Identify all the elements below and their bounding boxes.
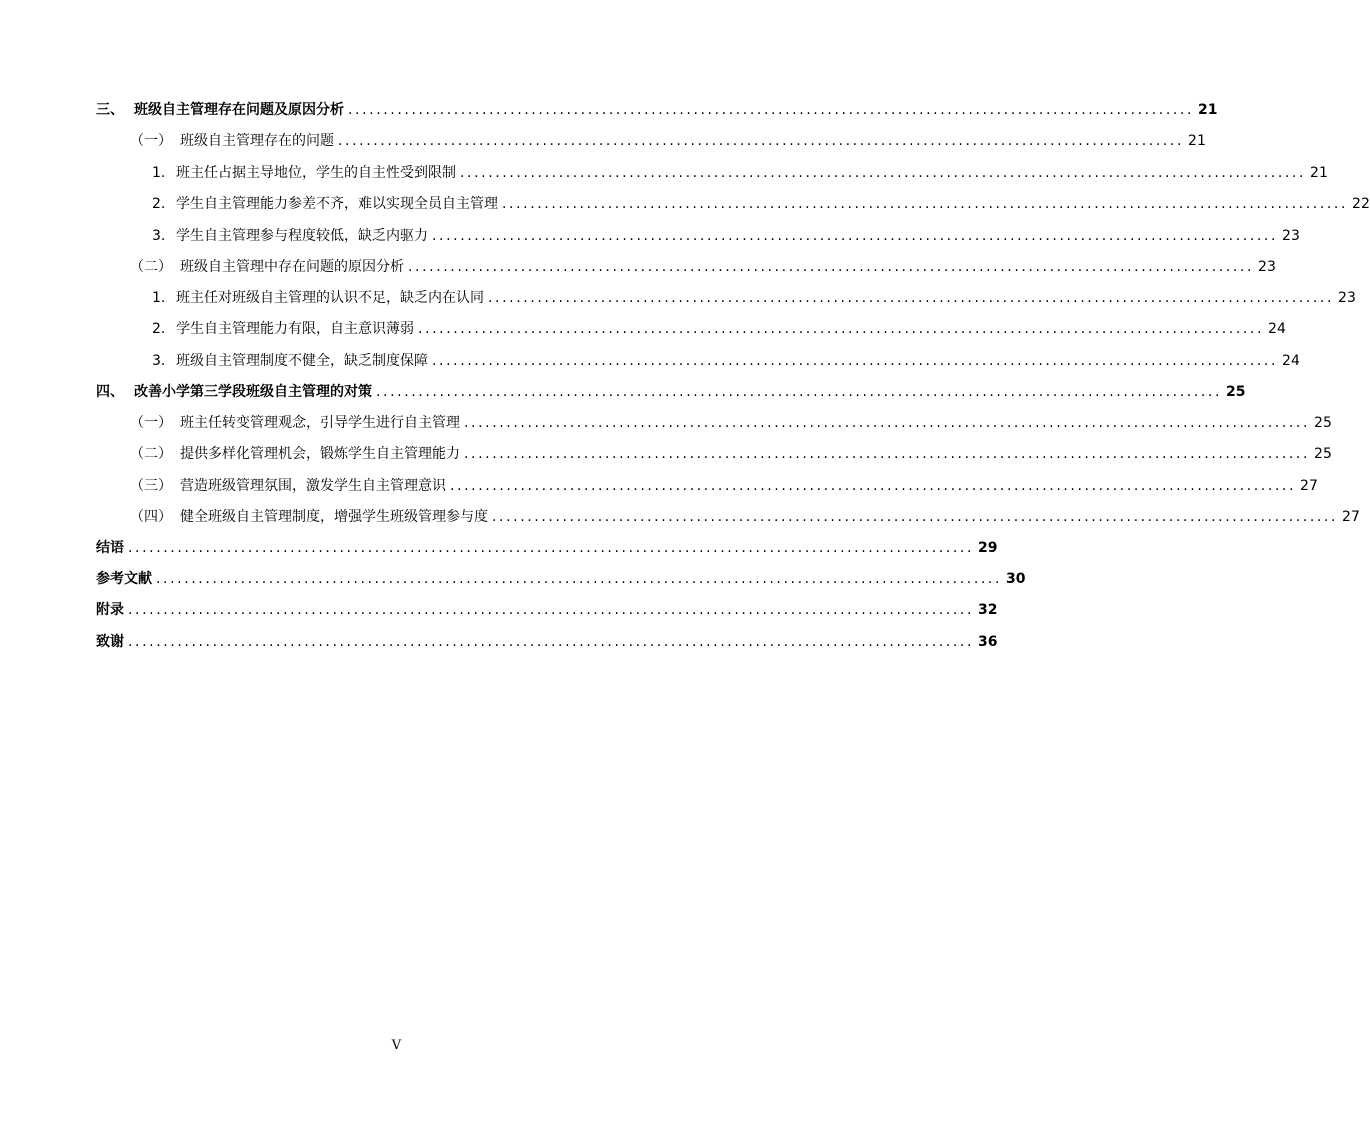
toc-entry-number: （一） (130, 133, 172, 149)
toc-entry-title: 班主任转变管理观念，引导学生进行自主管理 (180, 415, 460, 431)
toc-entry-number: 2. (152, 321, 166, 337)
toc-entry-page: 30 (1006, 571, 1026, 587)
dot-leader: ........................................................................................................................ (408, 259, 1255, 275)
dot-leader: ........................................................................................................................ (502, 196, 1349, 212)
toc-entry-title: 班主任对班级自主管理的认识不足，缺乏内在认同 (176, 290, 484, 306)
toc-entry-page: 25 (1226, 384, 1246, 400)
toc-entry-title: 班级自主管理存在的问题 (180, 133, 334, 149)
toc-entry[interactable] (152, 350, 1300, 372)
dot-leader: ........................................................................................................................ (156, 571, 1003, 587)
dot-leader: ........................................................................................................................ (376, 384, 1223, 400)
toc-entry[interactable] (96, 99, 1218, 121)
toc-entry-number: 三、 (96, 102, 124, 118)
toc-entry-page: 21 (1198, 102, 1218, 118)
toc-entry-page: 21 (1310, 165, 1328, 181)
toc-entry-page: 27 (1300, 478, 1318, 494)
toc-entry[interactable] (152, 318, 1286, 340)
toc-entry-page: 36 (978, 634, 998, 650)
toc-entry-page: 27 (1342, 509, 1360, 525)
toc-entry-title: 附录 (96, 602, 124, 618)
toc-entry[interactable] (130, 256, 1276, 278)
toc-entry-title: 学生自主管理能力有限，自主意识薄弱 (176, 321, 414, 337)
toc-entry[interactable] (130, 130, 1206, 152)
toc-entry-number: （二） (130, 259, 172, 275)
toc-entry[interactable] (152, 225, 1300, 247)
dot-leader: ........................................................................................................................ (460, 165, 1307, 181)
toc-entry-page: 23 (1282, 228, 1300, 244)
toc-entry-page: 23 (1338, 290, 1356, 306)
toc-entry-page: 23 (1258, 259, 1276, 275)
toc-entry[interactable] (130, 443, 1332, 465)
toc-entry-page: 24 (1268, 321, 1286, 337)
dot-leader: ........................................................................................................................ (450, 478, 1297, 494)
dot-leader: ........................................................................................................................ (432, 228, 1279, 244)
page-number: V (391, 1038, 402, 1053)
toc-entry-page: 22 (1352, 196, 1370, 212)
toc-entry-title: 学生自主管理参与程度较低，缺乏内驱力 (176, 228, 428, 244)
toc-entry-number: 3. (152, 228, 166, 244)
toc-entry[interactable] (96, 631, 998, 653)
toc-entry[interactable] (152, 287, 1356, 309)
toc-entry-page: 21 (1188, 133, 1206, 149)
toc-entry-number: （一） (130, 415, 172, 431)
toc-entry-number: 3. (152, 353, 166, 369)
toc-entry-page: 24 (1282, 353, 1300, 369)
toc-entry[interactable] (130, 506, 1360, 528)
dot-leader: ........................................................................................................................ (464, 415, 1311, 431)
dot-leader: ........................................................................................................................ (488, 290, 1335, 306)
dot-leader: ........................................................................................................................ (338, 133, 1185, 149)
dot-leader: ........................................................................................................................ (432, 353, 1279, 369)
toc-entry-page: 25 (1314, 415, 1332, 431)
toc-entry-title: 改善小学第三学段班级自主管理的对策 (134, 384, 372, 400)
toc-entry-title: 班主任占据主导地位，学生的自主性受到限制 (176, 165, 456, 181)
dot-leader: ........................................................................................................................ (348, 102, 1195, 118)
toc-entry-number: 四、 (96, 384, 124, 400)
toc-entry-number: （四） (130, 509, 172, 525)
toc-entry-number: 2. (152, 196, 166, 212)
toc-entry-title: 结语 (96, 540, 124, 556)
dot-leader: ........................................................................................................................ (128, 602, 975, 618)
toc-entry[interactable] (152, 193, 1370, 215)
toc-entry-number: 1. (152, 165, 166, 181)
toc-entry-page: 25 (1314, 446, 1332, 462)
toc-entry-title: 致谢 (96, 634, 124, 650)
toc-entry-number: （二） (130, 446, 172, 462)
toc-entry-title: 提供多样化管理机会，锻炼学生自主管理能力 (180, 446, 460, 462)
toc-entry-title: 班级自主管理制度不健全，缺乏制度保障 (176, 353, 428, 369)
dot-leader: ........................................................................................................................ (492, 509, 1339, 525)
toc-entry-title: 学生自主管理能力参差不齐，难以实现全员自主管理 (176, 196, 498, 212)
toc-entry[interactable] (96, 599, 998, 621)
dot-leader: ........................................................................................................................ (128, 634, 975, 650)
toc-entry-page: 32 (978, 602, 998, 618)
dot-leader: ........................................................................................................................ (128, 540, 975, 556)
toc-entry[interactable] (96, 537, 998, 559)
toc-entry[interactable] (130, 475, 1318, 497)
toc-entry[interactable] (130, 412, 1332, 434)
dot-leader: ........................................................................................................................ (464, 446, 1311, 462)
toc-entry[interactable] (152, 162, 1328, 184)
toc-entry-number: 1. (152, 290, 166, 306)
toc-entry-title: 健全班级自主管理制度，增强学生班级管理参与度 (180, 509, 488, 525)
toc-entry[interactable] (96, 381, 1246, 403)
toc-entry-title: 班级自主管理中存在问题的原因分析 (180, 259, 404, 275)
toc-entry-title: 营造班级管理氛围，激发学生自主管理意识 (180, 478, 446, 494)
toc-entry[interactable] (96, 568, 1026, 590)
toc-entry-number: （三） (130, 478, 172, 494)
toc-entry-title: 参考文献 (96, 571, 152, 587)
dot-leader: ........................................................................................................................ (418, 321, 1265, 337)
toc-entry-page: 29 (978, 540, 998, 556)
toc-entry-title: 班级自主管理存在问题及原因分析 (134, 102, 344, 118)
